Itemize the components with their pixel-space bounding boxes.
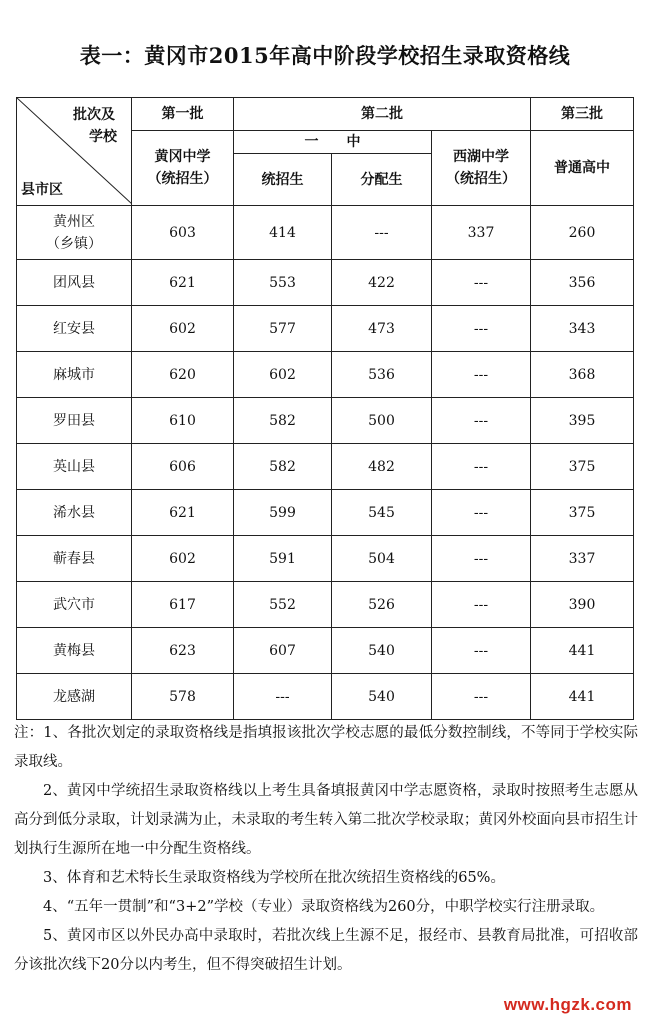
score-cell-fp: 540 — [332, 628, 432, 674]
region-name: 麻城市 — [53, 366, 95, 383]
score-cell-fp: 422 — [332, 260, 432, 306]
batch2-header: 第二批 — [234, 98, 531, 131]
region-subname: （乡镇） — [46, 235, 102, 252]
score-cell-hg: 621 — [132, 490, 234, 536]
score-cell-xh: --- — [432, 536, 531, 582]
admission-score-table — [16, 97, 634, 720]
score-cell-tz: 582 — [234, 398, 332, 444]
region-name: 龙感湖 — [53, 688, 95, 705]
score-cell-tz: 602 — [234, 352, 332, 398]
region-cell — [17, 490, 132, 536]
score-cell-fp: 482 — [332, 444, 432, 490]
school-huanggang-name: 黄冈中学 — [154, 149, 211, 165]
note-5: 5、黄冈市区以外民办高中录取时，若批次线上生源不足，报经市、县教育局批准，可招收部分该批次线下20分以内考生，但不得突破招生计划。 — [14, 928, 638, 973]
score-cell-pt: 390 — [531, 582, 634, 628]
region-name: 黄州区 — [53, 213, 95, 230]
table-row — [17, 444, 634, 490]
school-xihu-name: 西湖中学 — [453, 149, 509, 165]
table-row — [17, 306, 634, 352]
table-row — [17, 206, 634, 260]
score-cell-tz: 591 — [234, 536, 332, 582]
score-cell-hg: 602 — [132, 536, 234, 582]
region-cell — [17, 260, 132, 306]
score-cell-tz: 414 — [234, 206, 332, 260]
batch1-header: 第一批 — [132, 98, 234, 131]
corner-top-label — [71, 104, 117, 148]
batch3-header: 第三批 — [531, 98, 634, 131]
score-cell-xh: --- — [432, 260, 531, 306]
sub-fenpei-header: 分配生 — [332, 154, 432, 206]
corner-region-label: 县市区 — [21, 182, 63, 198]
table-row — [17, 260, 634, 306]
region-cell — [17, 582, 132, 628]
school-huanggang-header — [132, 131, 234, 206]
region-cell — [17, 444, 132, 490]
school-putong-header: 普通高中 — [531, 131, 634, 206]
score-cell-hg: 620 — [132, 352, 234, 398]
score-cell-xh: --- — [432, 398, 531, 444]
score-cell-fp: 473 — [332, 306, 432, 352]
school-xihu-type: （统招生） — [446, 171, 516, 187]
school-yizhong-header: 一 中 — [234, 131, 432, 154]
corner-batch-label: 批次及 — [73, 107, 115, 123]
score-cell-xh: --- — [432, 490, 531, 536]
region-name: 红安县 — [53, 320, 95, 337]
score-cell-hg: 606 — [132, 444, 234, 490]
table-row — [17, 490, 634, 536]
score-cell-pt: 441 — [531, 674, 634, 720]
score-cell-pt: 343 — [531, 306, 634, 352]
score-cell-hg: 617 — [132, 582, 234, 628]
table-row — [17, 674, 634, 720]
score-cell-pt: 260 — [531, 206, 634, 260]
region-cell — [17, 628, 132, 674]
region-name: 武穴市 — [53, 596, 95, 613]
score-cell-hg: 623 — [132, 628, 234, 674]
score-cell-tz: 607 — [234, 628, 332, 674]
score-cell-tz: 582 — [234, 444, 332, 490]
school-xihu-header — [432, 131, 531, 206]
score-cell-hg: 602 — [132, 306, 234, 352]
score-cell-hg: 610 — [132, 398, 234, 444]
region-name: 蕲春县 — [53, 550, 95, 567]
page-title: 表一：黄冈市2015年高中阶段学校招生录取资格线 — [79, 43, 571, 68]
score-cell-hg: 603 — [132, 206, 234, 260]
score-cell-xh: --- — [432, 306, 531, 352]
table-row — [17, 628, 634, 674]
region-cell — [17, 674, 132, 720]
note-1: 注：1、各批次划定的录取资格线是指填报该批次学校志愿的最低分数控制线，不等同于学校实际录取线。 — [14, 725, 638, 770]
region-name: 团风县 — [53, 274, 95, 291]
corner-header-cell — [17, 98, 132, 206]
score-cell-pt: 441 — [531, 628, 634, 674]
score-cell-fp: 545 — [332, 490, 432, 536]
score-cell-fp: 536 — [332, 352, 432, 398]
region-name: 黄梅县 — [53, 642, 95, 659]
score-cell-pt: 368 — [531, 352, 634, 398]
score-cell-hg: 621 — [132, 260, 234, 306]
score-cell-pt: 375 — [531, 444, 634, 490]
score-cell-hg: 578 — [132, 674, 234, 720]
region-cell — [17, 306, 132, 352]
score-cell-tz: 577 — [234, 306, 332, 352]
region-cell — [17, 536, 132, 582]
score-cell-pt: 356 — [531, 260, 634, 306]
score-cell-pt: 375 — [531, 490, 634, 536]
table-body — [17, 206, 634, 720]
table-row — [17, 352, 634, 398]
score-cell-tz: 553 — [234, 260, 332, 306]
table-row — [17, 398, 634, 444]
score-cell-xh: --- — [432, 352, 531, 398]
score-cell-fp: --- — [332, 206, 432, 260]
score-cell-xh: 337 — [432, 206, 531, 260]
table-row — [17, 582, 634, 628]
site-watermark: www.hgzk.com — [503, 995, 632, 1014]
corner-school-label: 学校 — [89, 129, 117, 145]
region-name: 罗田县 — [53, 412, 95, 429]
notes-section — [14, 719, 638, 980]
note-4: 4、“五年一贯制”和“3+2”学校（专业）录取资格线为260分，中职学校实行注册录取。 — [43, 899, 605, 915]
score-cell-fp: 540 — [332, 674, 432, 720]
region-name: 浠水县 — [53, 504, 95, 521]
score-cell-pt: 395 — [531, 398, 634, 444]
score-cell-pt: 337 — [531, 536, 634, 582]
score-cell-fp: 500 — [332, 398, 432, 444]
score-cell-xh: --- — [432, 444, 531, 490]
score-cell-tz: 599 — [234, 490, 332, 536]
score-cell-fp: 526 — [332, 582, 432, 628]
region-cell — [17, 352, 132, 398]
score-cell-xh: --- — [432, 582, 531, 628]
region-cell — [17, 206, 132, 260]
score-cell-tz: --- — [234, 674, 332, 720]
school-huanggang-type: （统招生） — [147, 171, 218, 187]
region-name: 英山县 — [53, 458, 95, 475]
note-2: 2、黄冈中学统招生录取资格线以上考生具备填报黄冈中学志愿资格，录取时按照考生志愿从高分到低分录取，计划录满为止，未录取的考生转入第二批次学校录取；黄冈外校面向县市招生计划执行生源所在地一中分配生资格线。 — [14, 783, 638, 857]
score-cell-fp: 504 — [332, 536, 432, 582]
sub-tongzhao-header: 统招生 — [234, 154, 332, 206]
note-3: 3、体育和艺术特长生录取资格线为学校所在批次统招生资格线的65%。 — [43, 870, 505, 886]
region-cell — [17, 398, 132, 444]
table-row — [17, 536, 634, 582]
score-cell-tz: 552 — [234, 582, 332, 628]
score-cell-xh: --- — [432, 628, 531, 674]
score-cell-xh: --- — [432, 674, 531, 720]
